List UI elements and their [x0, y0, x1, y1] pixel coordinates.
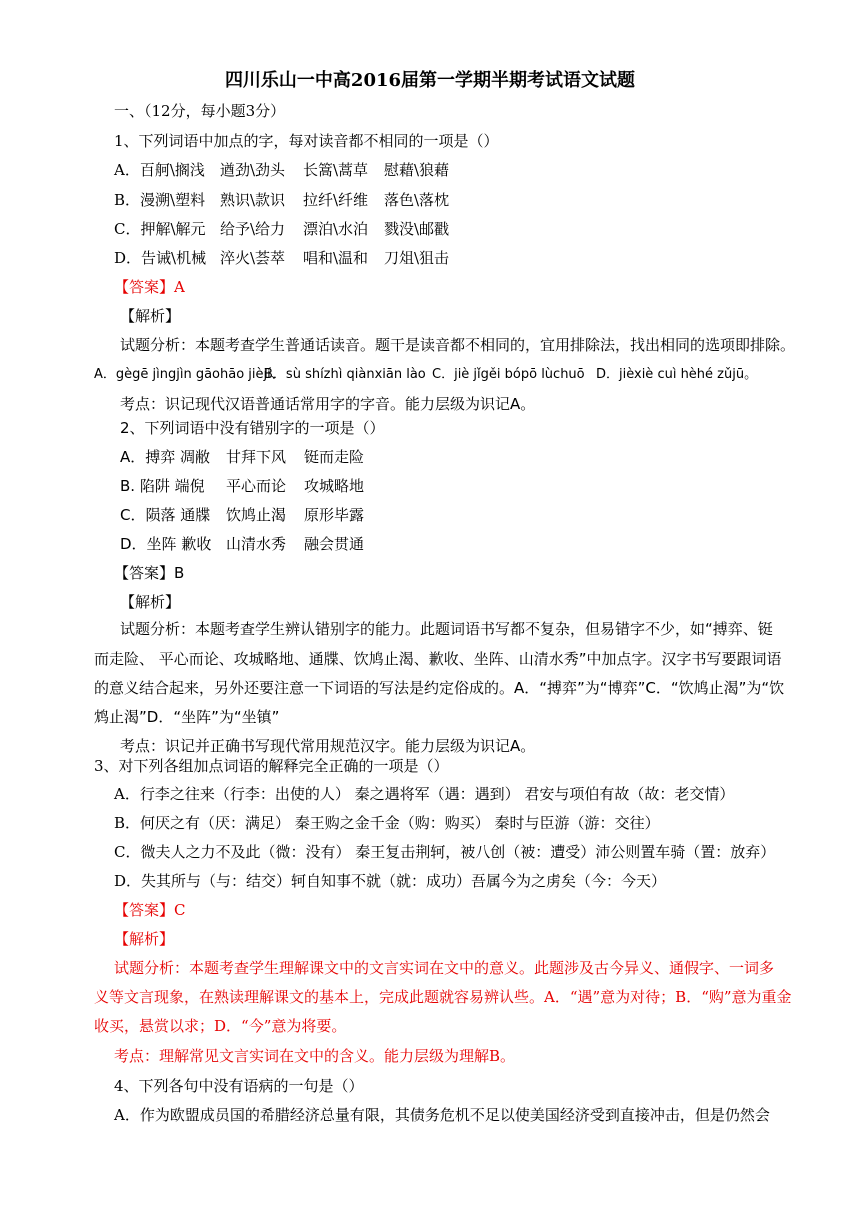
q2-analysis-line-1: 试题分析：本题考查学生辨认错别字的能力。此题词语书写都不复杂，但易错字不少，如“搏弈、铤 [120, 620, 773, 638]
q3-jiexi: 【解析】 [114, 930, 175, 948]
q2-option-c: C．陨落 通牒 饮鸠止渴 原形毕露 [120, 506, 365, 524]
q2-analysis-line-3: 的意义结合起来，另外还要注意一下词语的写法是约定俗成的。A．“搏弈”为“博弈”C．“饮鸠止渴”为“饮 [94, 679, 785, 697]
q2-option-a: A．搏弈 凋敝 甘拜下风 铤而走险 [120, 448, 365, 466]
q4-option-a: A．作为欧盟成员国的希腊经济总量有限，其债务危机不足以使美国经济受到直接冲击，但是仍然会 [114, 1106, 770, 1124]
q2-option-b: B. 陷阱 端倪 平心而论 攻城略地 [120, 477, 365, 495]
q3-analysis-line-1: 试题分析：本题考查学生理解课文中的文言实词在文中的意义。此题涉及古今异义、通假字、一词多 [114, 959, 775, 977]
q2-stem: 2、下列词语中没有错别字的一项是（） [120, 419, 385, 437]
q1-stem: 1、下列词语中加点的字，每对读音都不相同的一项是（） [114, 132, 499, 150]
q3-option-b: B．何厌之有（厌：满足） 秦王购之金千金（购：购买） 秦时与臣游（游：交往） [114, 814, 660, 832]
q1-jiexi: 【解析】 [120, 307, 181, 325]
q2-jiexi: 【解析】 [120, 593, 181, 611]
q1-option-d: D．告诫\机械 淬火\荟萃 唱和\温和 刀俎\狙击 [114, 249, 450, 267]
q2-analysis-line-4: 鸩止渴”D．“坐阵”为“坐镇” [94, 708, 280, 726]
q1-analysis: 试题分析：本题考查学生普通话读音。题干是读音都不相同的，宜用排除法，找出相同的选项即排除。 [120, 336, 796, 354]
q3-option-c: C．微夫人之力不及此（微：没有） 秦王复击荆轲，被八创（被：遭受）沛公则置车骑（置：放弃） [114, 843, 776, 861]
section-heading: 一、（12分，每小题3分） [114, 102, 286, 120]
q4-stem: 4、下列各句中没有语病的一句是（） [114, 1077, 364, 1095]
q3-analysis-line-2: 义等文言现象，在熟读理解课文的基本上，完成此题就容易辨认些。A．“遇”意为对待；B．“购”意为重金 [94, 988, 792, 1006]
q3-answer: 【答案】C [114, 901, 186, 919]
q2-kaodian: 考点：识记并正确书写现代常用规范汉字。能力层级为识记A。 [120, 737, 536, 755]
q1-option-b: B．漫溯\塑料 熟识\款识 拉纤\纤维 落色\落枕 [114, 191, 450, 209]
q3-option-d: D．失其所与（与：结交）轲自知事不就（就：成功）吾属今为之虏矣（今：今天） [114, 872, 667, 890]
q3-kaodian: 考点：理解常见文言实词在文中的含义。能力层级为理解B。 [114, 1047, 516, 1065]
q2-analysis-line-2: 而走险、 平心而论、攻城略地、通牒、饮鸠止渴、歉收、坐阵、山清水秀”中加点字。汉字书写要跟词语 [94, 650, 782, 668]
q3-analysis-line-3: 收买，悬赏以求；D．“今”意为将要。 [94, 1017, 347, 1035]
q3-option-a: A．行李之往来（行李：出使的人） 秦之遇将军（遇：遇到） 君安与项伯有故（故：老交情） [114, 785, 735, 803]
q2-option-d: D．坐阵 歉收 山清水秀 融会贯通 [120, 535, 365, 553]
q1-option-c: C．押解\解元 给予\给力 漂泊\水泊 戮没\邮戳 [114, 220, 450, 238]
q1-option-a: A．百舸\搁浅 遒劲\劲头 长篙\蒿草 慰藉\狼藉 [114, 161, 450, 179]
q1-kaodian: 考点：识记现代汉语普通话常用字的字音。能力层级为识记A。 [120, 395, 536, 413]
exam-title: 四川乐山一中高2016届第一学期半期考试语文试题 [224, 70, 636, 91]
q1-pinyin-row: A．gègē jìngjìn gāohāo jièjí、B．sù shízhì qiànxiān lào C．jiè jǐgěi bópō lùchuō D．jièxiè cuì hèhé zǔjū。 [94, 367, 758, 382]
q3-stem: 3、对下列各组加点词语的解释完全正确的一项是（） [94, 757, 449, 775]
q2-answer: 【答案】B [114, 564, 185, 582]
q1-answer: 【答案】A [114, 278, 185, 296]
